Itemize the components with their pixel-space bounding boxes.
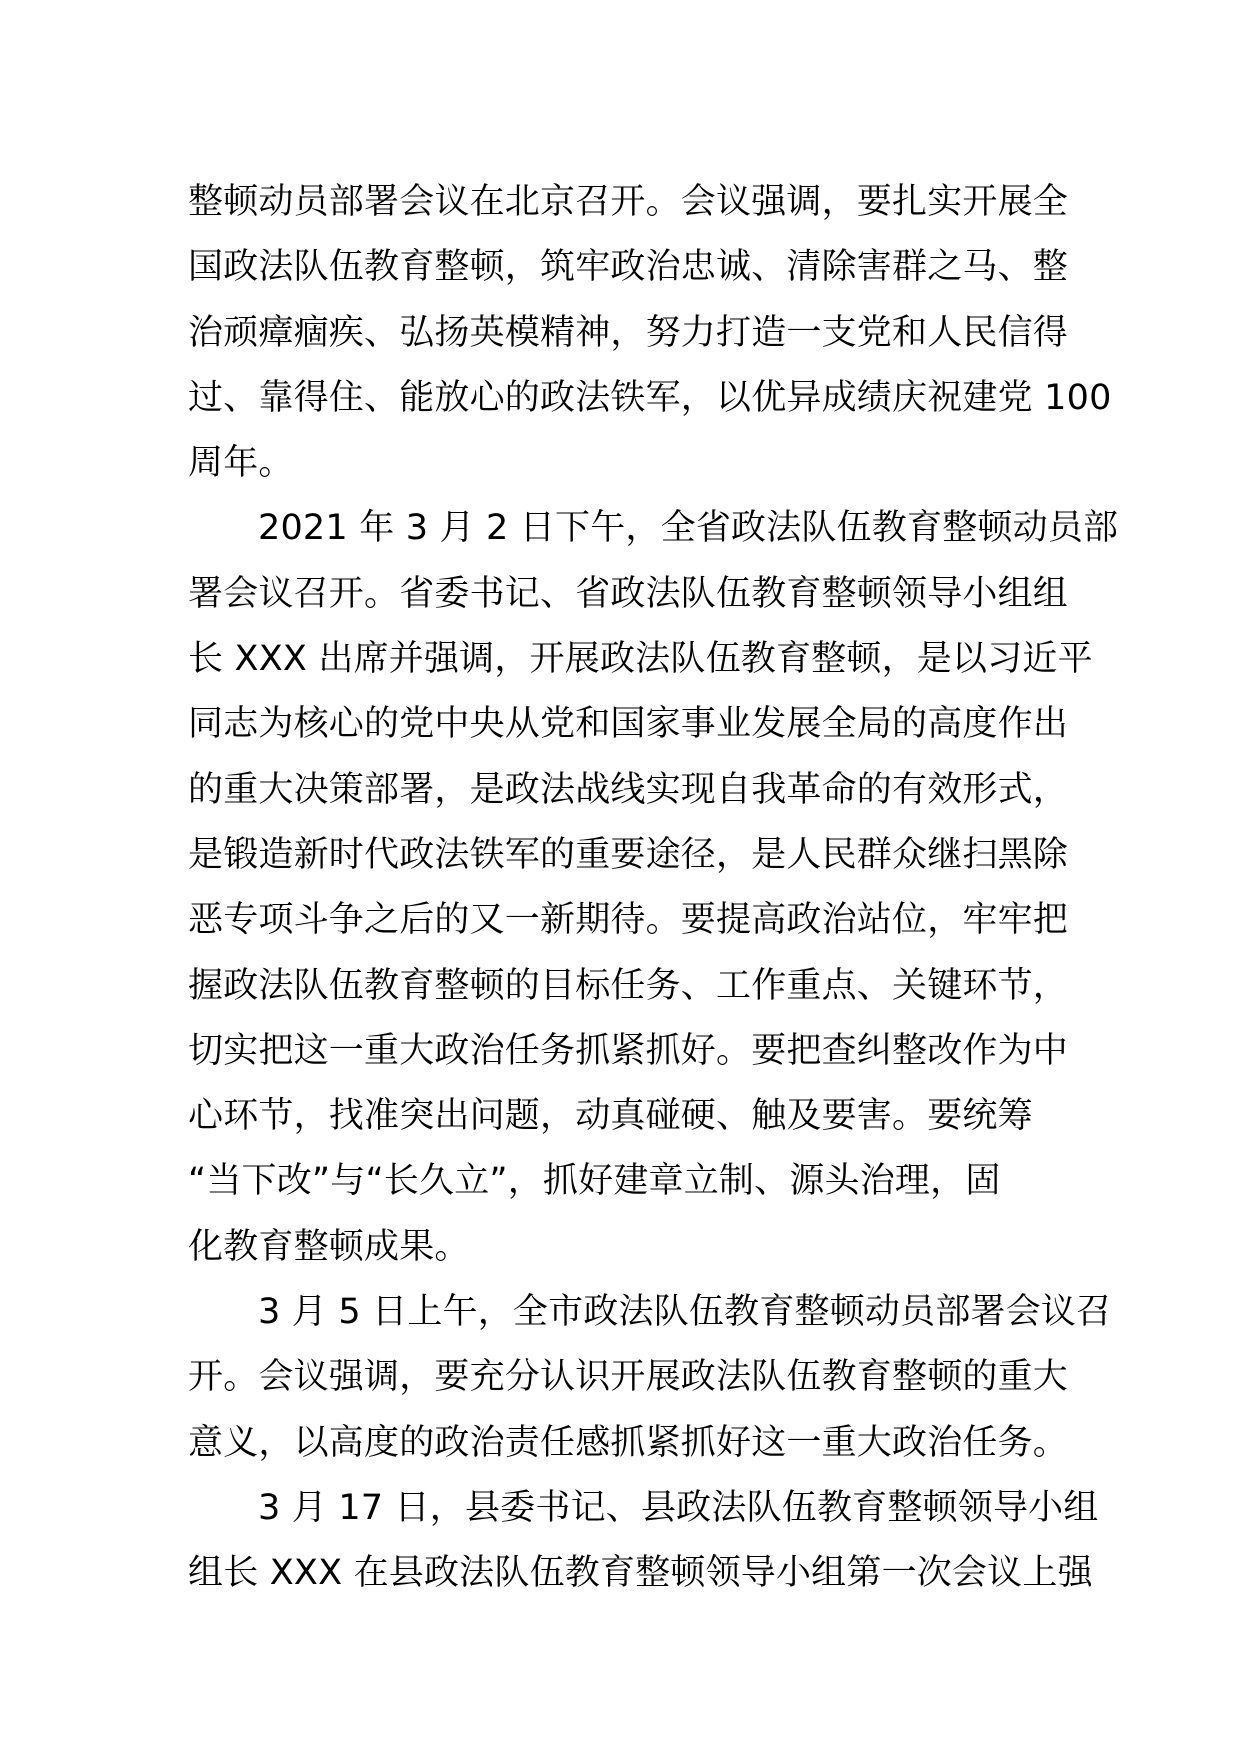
text-line: 同志为核心的党中央从党和国家事业发展全局的高度作出 [188,704,1069,745]
paragraph-first-line: 2021 年 3 月 2 日下午，全省政法队伍教育整顿动员部 [258,508,1119,549]
text-line: 组长 XXX 在县政法队伍教育整顿领导小组第一次会议上强 [188,1553,1093,1594]
paragraph-first-line: 3 月 17 日，县委书记、县政法队伍教育整顿领导小组 [258,1487,1099,1528]
text-line: 署会议召开。省委书记、省政法队伍教育整顿领导小组组 [188,573,1069,614]
text-line: 握政法队伍教育整顿的目标任务、工作重点、关键环节， [188,965,1069,1006]
text-line: 的重大决策部署，是政法战线实现自我革命的有效形式， [188,769,1069,810]
text-line: 化教育整顿成果。 [188,1226,470,1267]
text-line: 周年。 [188,443,294,484]
text-line: 切实把这一重大政治任务抓紧抓好。要把查纠整改作为中 [188,1030,1069,1071]
text-line: 是锻造新时代政法铁军的重要途径，是人民群众继扫黑除 [188,834,1069,875]
text-line: 治顽瘴痼疾、弘扬英模精神，努力打造一支党和人民信得 [188,312,1069,353]
text-line: “当下改”与“长久立”，抓好建章立制、源头治理，固 [188,1161,1001,1202]
text-line: 国政法队伍教育整顿，筑牢政治忠诚、清除害群之马、整 [188,247,1069,288]
text-line: 整顿动员部署会议在北京召开。会议强调，要扎实开展全 [188,182,1069,222]
text-line: 心环节，找准突出问题，动真碰硬、触及要害。要统筹 [188,1096,1033,1137]
text-line: 长 XXX 出席并强调，开展政法队伍教育整顿，是以习近平 [188,639,1093,680]
text-line: 开。会议强调，要充分认识开展政法队伍教育整顿的重大 [188,1357,1069,1398]
text-line: 恶专项斗争之后的又一新期待。要提高政治站位，牢牢把 [188,900,1069,941]
body-text [188,170,1119,1607]
text-line: 过、靠得住、能放心的政法铁军，以优异成绩庆祝建党 100 [188,377,1112,418]
paragraph-first-line: 3 月 5 日上午，全市政法队伍教育整顿动员部署会议召 [258,1292,1112,1333]
text-line: 意义，以高度的政治责任感抓紧抓好这一重大政治任务。 [188,1422,1069,1463]
